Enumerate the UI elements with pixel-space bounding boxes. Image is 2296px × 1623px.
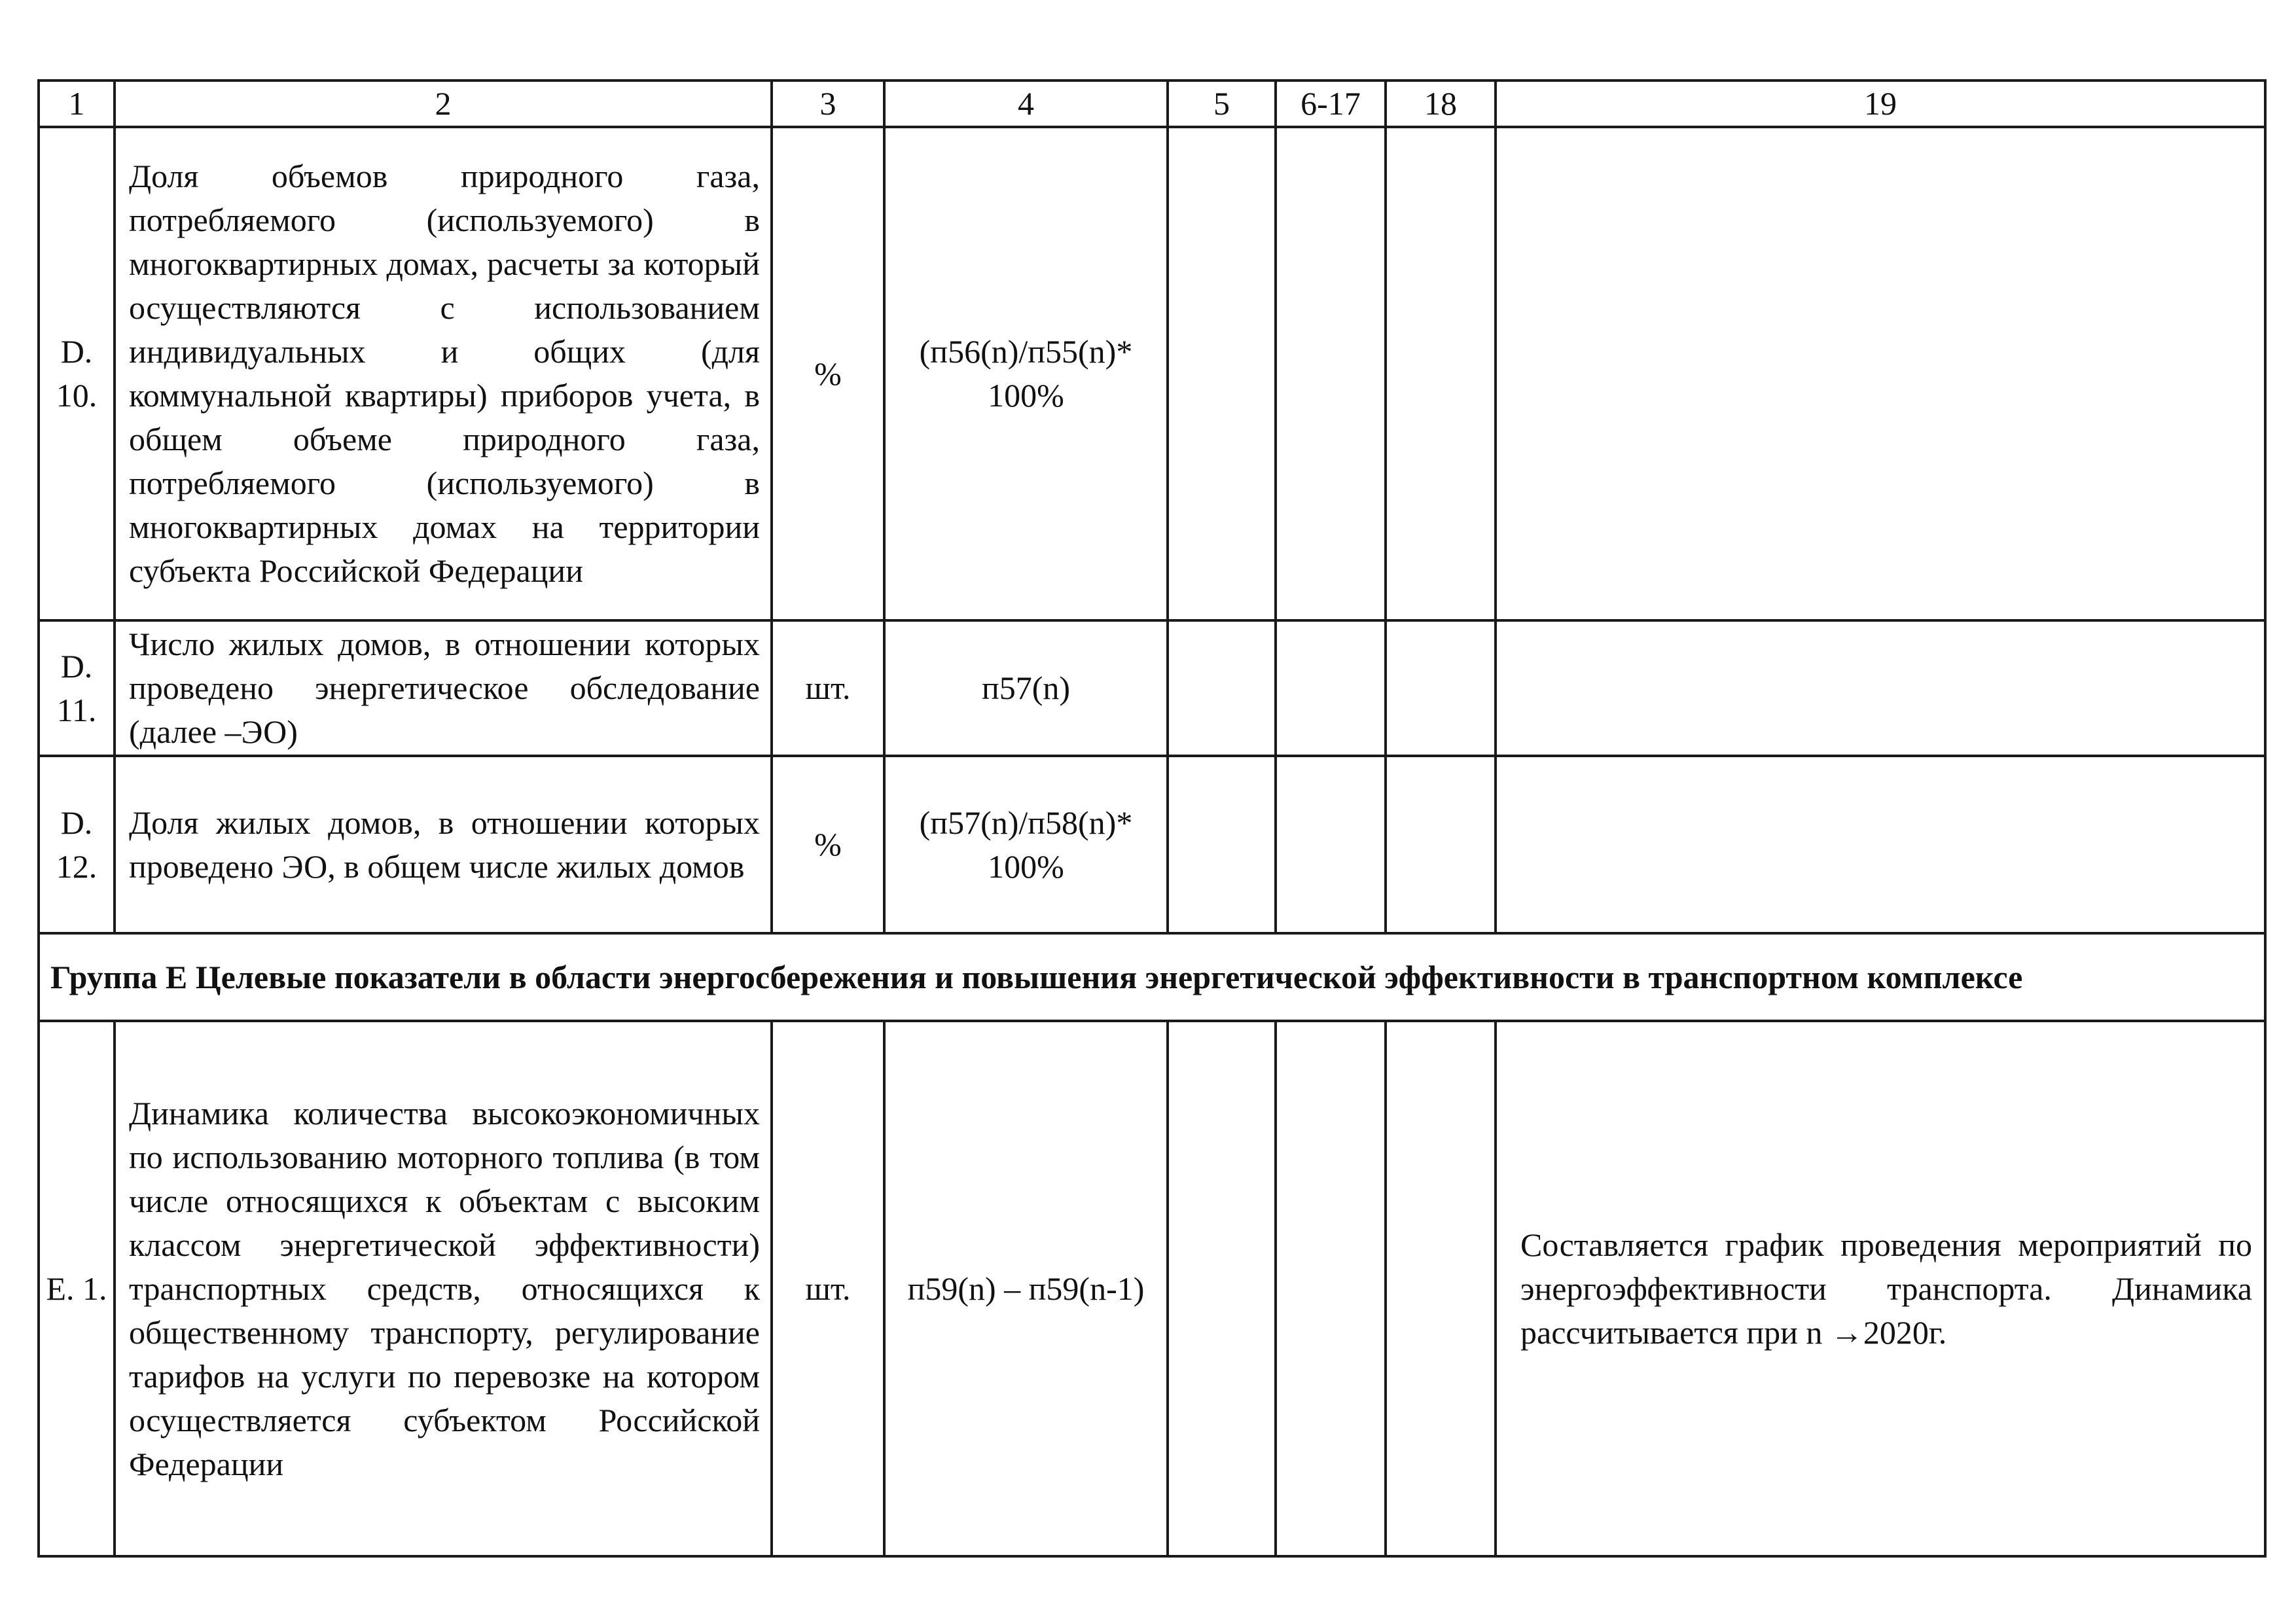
row-number: Е. 1.	[39, 1021, 115, 1556]
row-description: Динамика количества высокоэкономичных по использованию моторного топлива (в том числе относящихся к объектам с высоким классом энергетической эффективности) транспортных средств, относящихся к общественному транспорту, регулирование тарифов на услуги по перевозке на котором осуществляется субъектом Российской Федерации	[115, 1021, 772, 1556]
column-header-2: 2	[115, 80, 772, 127]
row-unit: %	[772, 127, 884, 620]
row-number: D. 12.	[39, 756, 115, 933]
group-e-header-row	[39, 933, 2265, 1021]
table-row-d12	[39, 756, 2265, 933]
row-cell-col5	[1168, 1021, 1276, 1556]
row-cell-col18	[1386, 620, 1496, 756]
row-cell-col18	[1386, 127, 1496, 620]
column-number-header-row	[39, 80, 2265, 127]
column-header-5: 5	[1168, 80, 1276, 127]
row-note	[1496, 127, 2265, 620]
row-note	[1496, 620, 2265, 756]
row-note	[1496, 756, 2265, 933]
table-row-d11	[39, 620, 2265, 756]
row-cell-col18	[1386, 756, 1496, 933]
row-formula: п57(n)	[884, 620, 1168, 756]
column-header-19: 19	[1496, 80, 2265, 127]
row-formula: п59(n) – п59(n-1)	[884, 1021, 1168, 1556]
indicator-table	[37, 79, 2267, 1558]
column-header-6-17: 6-17	[1276, 80, 1386, 127]
row-cell-col6-17	[1276, 620, 1386, 756]
row-description: Число жилых домов, в отношении которых проведено энергетическое обследование (далее –ЭО)	[115, 620, 772, 756]
table-row-e1	[39, 1021, 2265, 1556]
row-cell-col5	[1168, 756, 1276, 933]
row-cell-col18	[1386, 1021, 1496, 1556]
row-formula: (п56(n)/п55(n)* 100%	[884, 127, 1168, 620]
column-header-4: 4	[884, 80, 1168, 127]
row-note: Составляется график проведения мероприятий по энергоэффективности транспорта. Динамика рассчитывается при n →2020г.	[1496, 1021, 2265, 1556]
table-row-d10	[39, 127, 2265, 620]
row-cell-col6-17	[1276, 127, 1386, 620]
column-header-1: 1	[39, 80, 115, 127]
row-cell-col6-17	[1276, 1021, 1386, 1556]
row-description: Доля объемов природного газа, потребляемого (используемого) в многоквартирных домах, расчеты за который осуществляются с использованием индивидуальных и общих (для коммунальной квартиры) приборов учета, в общем объеме природного газа, потребляемого (используемого) в многоквартирных домах на территории субъекта Российской Федерации	[115, 127, 772, 620]
row-formula: (п57(n)/п58(n)* 100%	[884, 756, 1168, 933]
row-number: D. 11.	[39, 620, 115, 756]
row-cell-col6-17	[1276, 756, 1386, 933]
column-header-18: 18	[1386, 80, 1496, 127]
row-cell-col5	[1168, 620, 1276, 756]
column-header-3: 3	[772, 80, 884, 127]
row-description: Доля жилых домов, в отношении которых проведено ЭО, в общем числе жилых домов	[115, 756, 772, 933]
row-unit: шт.	[772, 620, 884, 756]
row-unit: шт.	[772, 1021, 884, 1556]
row-unit: %	[772, 756, 884, 933]
row-number: D. 10.	[39, 127, 115, 620]
group-e-title: Группа Е Целевые показатели в области энергосбережения и повышения энергетической эффективности в транспортном комплексе	[39, 933, 2265, 1021]
row-cell-col5	[1168, 127, 1276, 620]
